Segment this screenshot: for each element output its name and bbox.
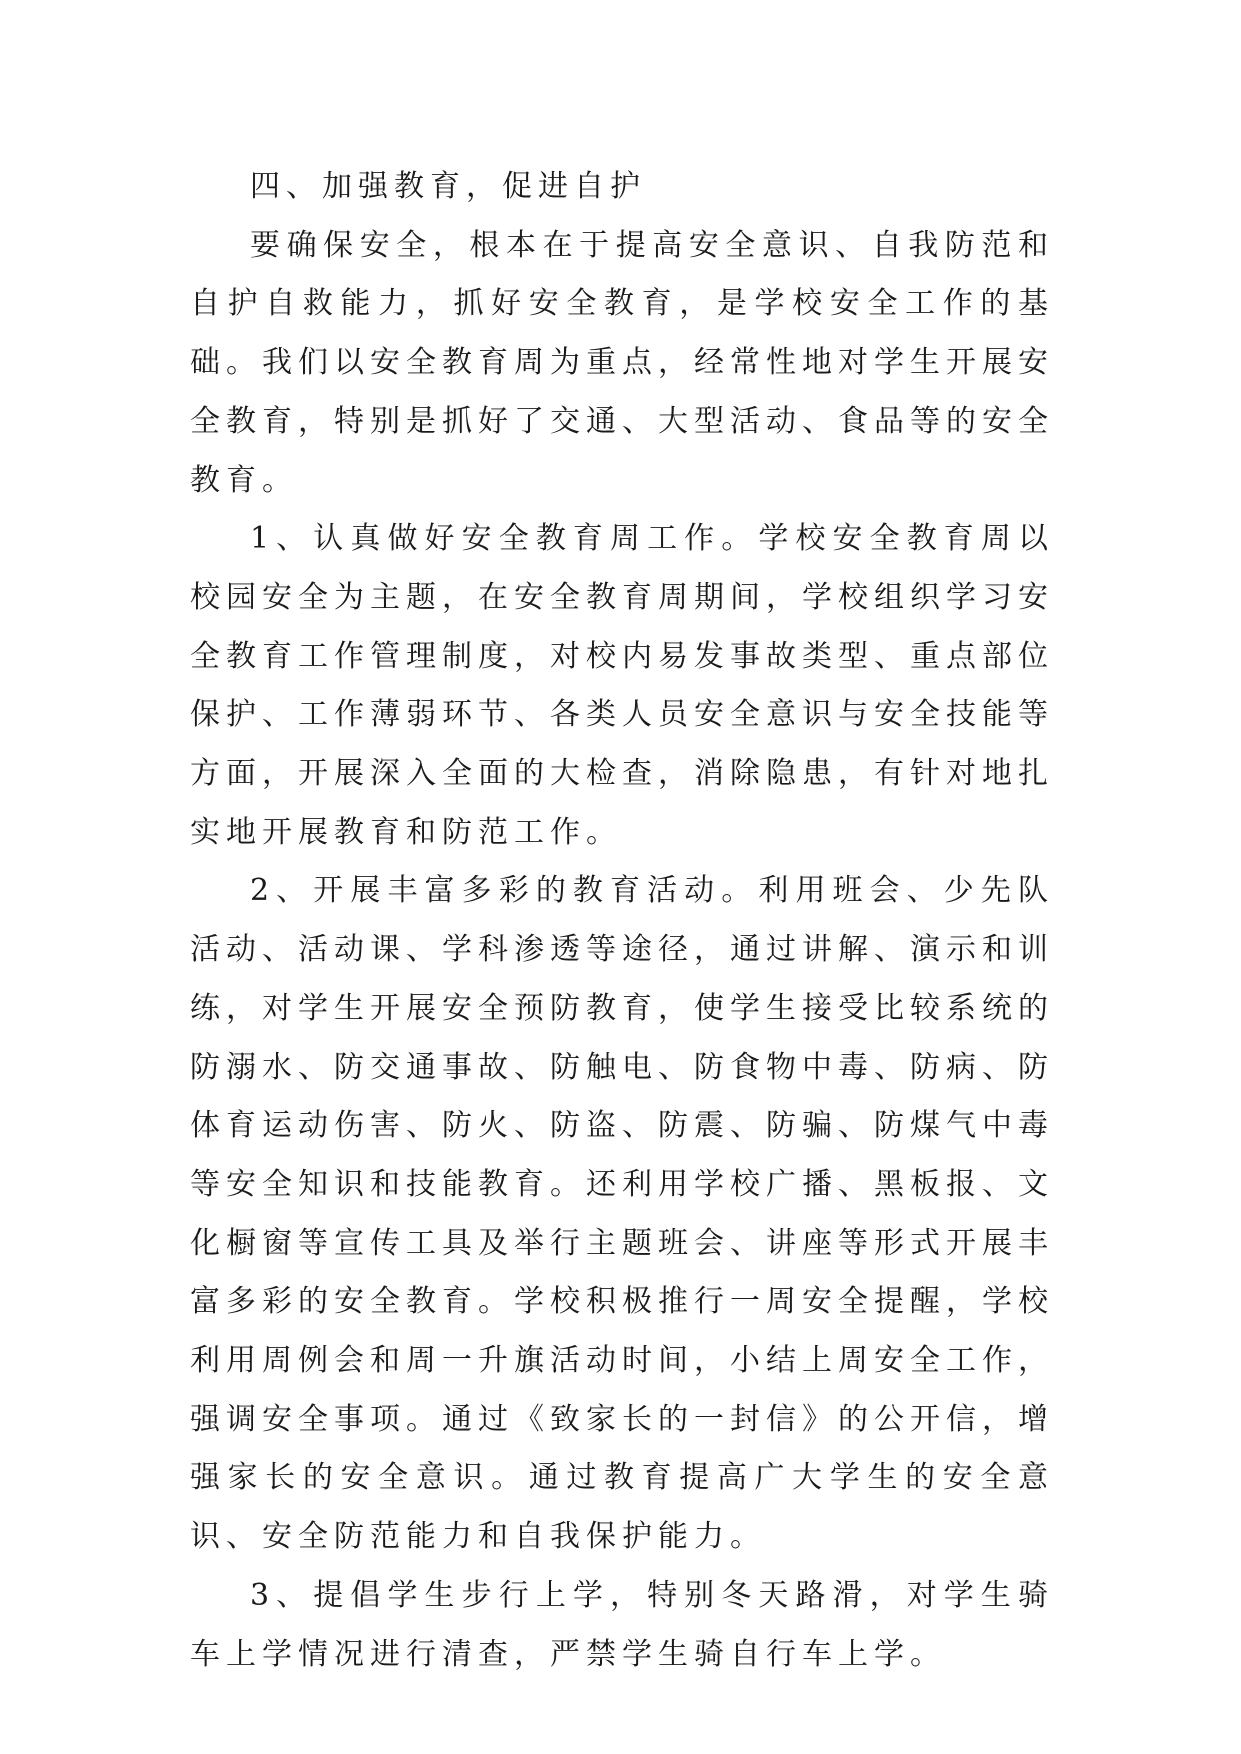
paragraph-item-3: 3、提倡学生步行上学，特别冬天路滑，对学生骑车上学情况进行清查，严禁学生骑自行车上学。 — [190, 1577, 1054, 1672]
paragraph-item-1: 1、认真做好安全教育周工作。学校安全教育周以校园安全为主题，在安全教育周期间，学校组织学习安全教育工作管理制度，对校内易发事故类型、重点部位保护、工作薄弱环节、各类人员安全意识与安全技能等方面，开展深入全面的大检查，消除隐患，有针对地扎实地开展教育和防范工作。 — [190, 521, 1054, 850]
paragraph-item-2: 2、开展丰富多彩的教育活动。利用班会、少先队活动、活动课、学科渗透等途径，通过讲解、演示和训练，对学生开展安全预防教育，使学生接受比较系统的防溺水、防交通事故、防触电、防食物中毒、防病、防体育运动伤害、防火、防盗、防震、防骗、防煤气中毒等安全知识和技能教育。还利用学校广播、黑板报、文化橱窗等宣传工具及举行主题班会、讲座等形式开展丰富多彩的安全教育。学校积极推行一周安全提醒，学校利用周例会和周一升旗活动时间，小结上周安全工作，强调安全事项。通过《致家长的一封信》的公开信，增强家长的安全意识。通过教育提高广大学生的安全意识、安全防范能力和自我保护能力。 — [190, 873, 1054, 1555]
document-body — [190, 158, 1054, 1684]
paragraph-intro: 要确保安全，根本在于提高安全意识、自我防范和自护自救能力，抓好安全教育，是学校安全工作的基础。我们以安全教育周为重点，经常性地对学生开展安全教育，特别是抓好了交通、大型活动、食品等的安全教育。 — [190, 227, 1054, 498]
section-heading: 四、加强教育，促进自护 — [250, 169, 646, 204]
